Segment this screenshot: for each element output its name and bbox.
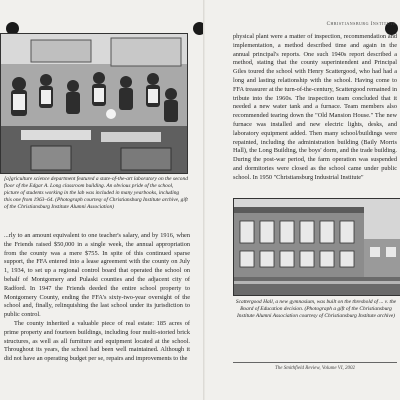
left-paragraph-2: The county inherited a valuable piece of real estate: 185 acres of prime property and fourteen buildings, including four multi-storied brick structures, as well as all furniture and equipment located at the school. Throughout its years, the school had been well maintained. Although it did not have an operating budget per se, repairs and improvements to the (4, 320, 190, 363)
lab-photo-image (1, 34, 187, 173)
scattergood-hall-caption: Scattergood Hall, a new gymnasium, was built on the threshold of ... v. the Board of Education decision. (Photograph a gift of the Christiansburg Institute Alumni Association courtesy of Christiansburg Institute archive) (235, 299, 397, 319)
page-footer: The Smithfield Review, Volume VI, 2002 (274, 366, 356, 371)
right-page (205, 0, 400, 400)
left-paragraph-1: ...rly to an amount equivalent to one teacher's salary, and by 1916, when the Friends raised $50,000 in a single week, the annual appropriation from the county was a mere $755. In spite of this continued sparse support, the FFA entered into a lease agreement with the county on July 1, 1934, to set up a regional control board that operated the school on behalf of Montgomery and Pulaski counties and the adjacent city of Radford. In 1947 the Friends deeded the entire school property to Montgomery County, ending the FFA's sixty-two-year oversight of the school and, finally, relinquishing the last school under its jurisdiction to public control. (4, 232, 190, 319)
footer-rule (233, 362, 397, 363)
lab-photo (0, 33, 188, 174)
running-head: Christiansburg Institute (326, 22, 396, 27)
right-paragraph-1: physical plant were a matter of inspection, recommendation and implementation, a method described time and again in the annual principal's reports. One such 1940s report described a method, stating that the county superintendent and Principal Giles toured the school with Henry Scattergood, who had had a long and lasting relationship with the school. Having come to FFA treasurer at the turn-of-the-century, Scattergood remained in tribute into the 1960s. The inspection team concluded that it needed a new water tank and a furnace. Team members also recommended tearing down the "Old Mansion House." The new furnace was installed and new electric lights, desks, and laboratory equipment added. Then many school/buildings were repainted, including the administration building (Baily Morris Hall), the Long Building, the boys' dorm, and the trade building. During the post-war period, the farm operation was suspended and dormitories were closed as the school came under public school. In 1950 "Christiansburg Industrial Institute" (233, 33, 397, 181)
scattergood-hall-photo (233, 198, 400, 296)
lab-photo-caption: [a]griculture science department featured a state-of-the-art laboratory on the second floor of the Edgar A. Long classroom building. An obvious pride of the school, picture of students working in the lab was included in many yearbooks, including this one from 1963–64. (Photograph courtesy of Christiansburg Institute archive, gift of the Christiansburg Institute Alumni Association) (4, 176, 188, 210)
scattergood-hall-image (234, 199, 400, 295)
